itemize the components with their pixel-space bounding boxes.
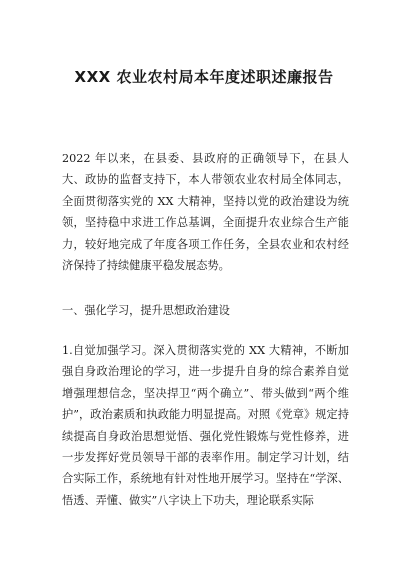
section-paragraph: 1.自觉加强学习。深入贯彻落实党的 XX 大精神，不断加强自身政治理论的学习，进一步提升自身的综合素养自觉增强理想信念，坚决捍卫“两个确立”、带头做到“两个维护”，政治素质和执政能力明显提高。对照《党章》规定持续提高自身政治思想觉悟、强化党性锻炼与党性修养，进一步发挥好党员领导干部的表率作用。制定学习计划，结合实际工作，系统地有针对性地开展学习。坚持在“学深、悟透、弄懂、做实”八字诀上下功夫，理论联系实际 [62,344,349,507]
intro-paragraph: 2022 年以来，在县委、县政府的正确领导下，在县人大、政协的监督支持下，本人带领农业农村局全体同志，全面贯彻落实党的 XX 大精神，坚持以党的政治建设为统领，坚持稳中求进工作总基调，全面提升农业综合生产能力，较好地完成了年度各项工作任务，全县农业和农村经济保持了持续健康平稳发展态势。 [62,152,349,273]
document-title: XXX 农业农村局本年度述职述廉报告 [74,68,334,86]
section-heading: 一、强化学习，提升思想政治建设 [62,304,230,317]
